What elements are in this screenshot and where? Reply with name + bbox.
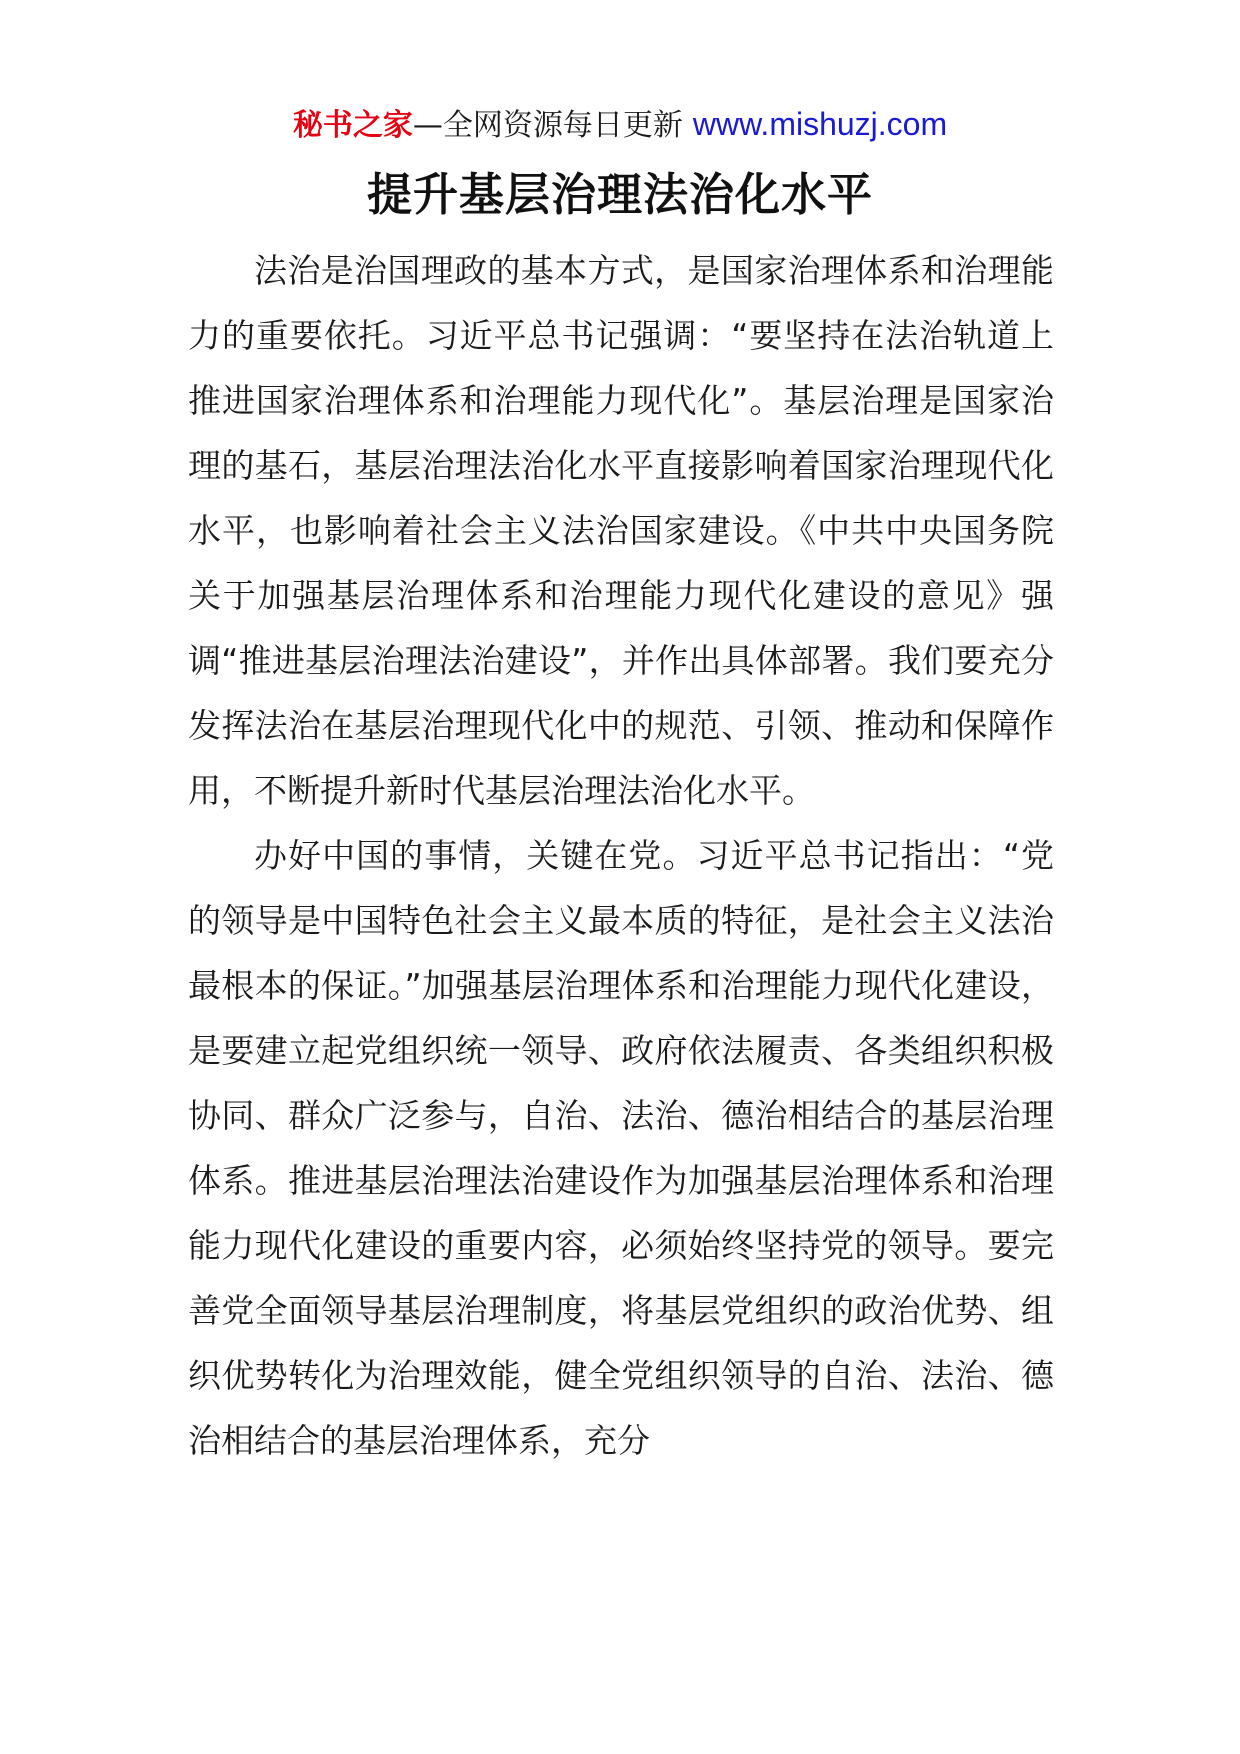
document-body <box>188 238 1054 1473</box>
header-tagline: —全网资源每日更新 <box>412 108 683 143</box>
paragraph-2: 办好中国的事情，关键在党。习近平总书记指出：“党的领导是中国特色社会主义最本质的特征，是社会主义法治最根本的保证。”加强基层治理体系和治理能力现代化建设，是要建立起党组织统一领导、政府依法履责、各类组织积极协同、群众广泛参与，自治、法治、德治相结合的基层治理体系。推进基层治理法治建设作为加强基层治理体系和治理能力现代化建设的重要内容，必须始终坚持党的领导。要完善党全面领导基层治理制度，将基层党组织的政治优势、组织优势转化为治理效能，健全党组织领导的自治、法治、德治相结合的基层治理体系，充分 <box>188 836 1054 1460</box>
paragraph-1: 法治是治国理政的基本方式，是国家治理体系和治理能力的重要依托。习近平总书记强调：“要坚持在法治轨道上推进国家治理体系和治理能力现代化”。基层治理是国家治理的基石，基层治理法治化水平直接影响着国家治理现代化水平，也影响着社会主义法治国家建设。《中共中央国务院关于加强基层治理体系和治理能力现代化建设的意见》强调“推进基层治理法治建设”，并作出具体部署。我们要充分发挥法治在基层治理现代化中的规范、引领、推动和保障作用，不断提升新时代基层治理法治化水平。 <box>188 251 1054 810</box>
document-title: 提升基层治理法治化水平 <box>366 168 873 221</box>
site-header <box>0 102 1240 148</box>
site-url-link[interactable]: www.mishuzj.com <box>692 106 948 142</box>
brand-name: 秘书之家 <box>292 108 413 143</box>
